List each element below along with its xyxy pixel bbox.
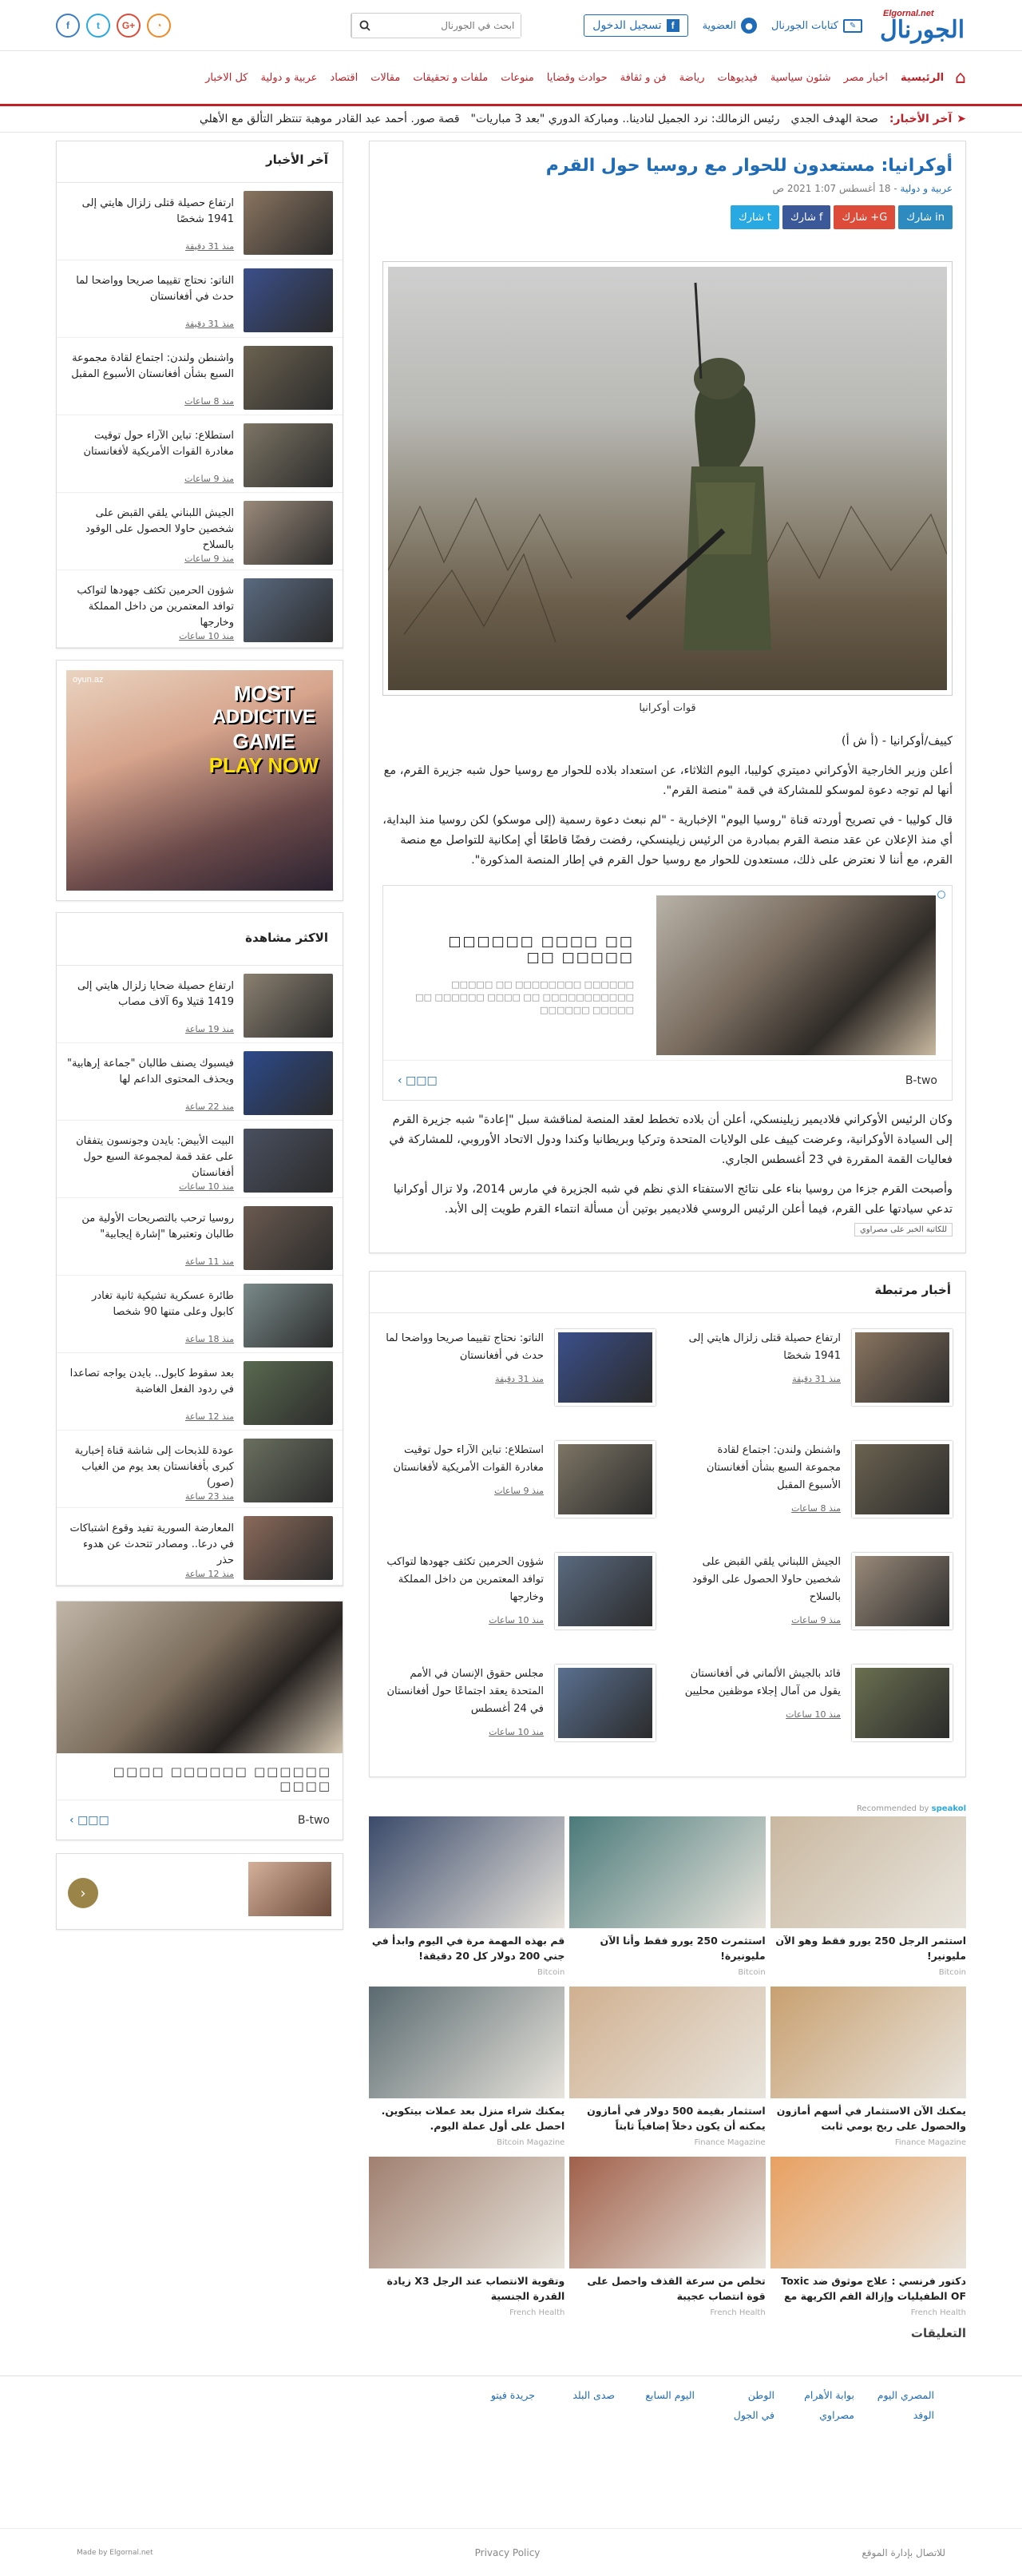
news-time: منذ 31 دقيقة [495, 1374, 544, 1384]
footer-link[interactable]: المصري اليوم [877, 2389, 934, 2401]
ad-domain: oyun.az [73, 675, 104, 685]
ad2-image [57, 1602, 343, 1753]
recommended-brand: speakol [931, 1804, 966, 1813]
news-time: منذ 19 ساعة [184, 1024, 234, 1034]
ad-cta[interactable]: PLAY NOW [208, 753, 319, 777]
nav-item-home[interactable]: الرئيسية [901, 71, 945, 84]
footer-link[interactable]: بوابة الأهرام [804, 2389, 854, 2401]
recommended-source: French Health [509, 2308, 565, 2317]
recommended-card[interactable] [369, 1987, 564, 2147]
side-advertisement[interactable] [56, 660, 343, 901]
share-twitter-button[interactable] [731, 205, 779, 229]
news-text [66, 346, 234, 407]
news-title[interactable]: استطلاع: تباين الآراء حول توقيت مغادرة القوات الأمريكية لأفغانستان [393, 1444, 544, 1474]
share-facebook-button[interactable] [782, 205, 830, 229]
nav-item[interactable]: اخبار مصر [843, 71, 888, 84]
footer-credit: Made by Elgornal.net [77, 2548, 153, 2557]
image-caption: قوات أوكرانيا [639, 702, 696, 714]
news-time: منذ 31 دقيقة [185, 241, 234, 252]
news-thumbnail[interactable] [244, 423, 333, 487]
recommended-card[interactable] [770, 1987, 966, 2147]
ad-info-icon[interactable] [937, 891, 945, 899]
recommended-image[interactable] [770, 1816, 966, 1928]
article-title: أوكرانيا: مستعدون للحوار مع روسيا حول القرم [545, 156, 953, 176]
news-text [66, 1129, 234, 1192]
news-thumbnail[interactable] [244, 191, 333, 255]
news-item[interactable] [57, 338, 343, 415]
news-text [66, 423, 234, 484]
news-item[interactable] [57, 1276, 343, 1353]
membership-link[interactable] [703, 18, 757, 34]
footer-link[interactable]: الوفد [913, 2409, 934, 2421]
news-thumbnail[interactable] [244, 1206, 333, 1270]
news-title[interactable]: شؤون الحرمين تكثف جهودها لتواكب توافد المعتمرين من داخل المملكة وخارجها [386, 1556, 544, 1603]
news-thumbnail[interactable] [244, 1129, 333, 1193]
recommended-label [369, 1804, 966, 1813]
recommended-source: French Health [710, 2308, 766, 2317]
news-text [66, 1361, 234, 1422]
share-linkedin-button[interactable] [898, 205, 953, 229]
game-ad [66, 670, 333, 891]
news-item[interactable] [57, 1121, 343, 1198]
social-links [56, 14, 171, 38]
news-text [679, 1329, 841, 1433]
logo-en: Elgornal.net [883, 9, 934, 18]
footer-link[interactable]: اليوم السابع [645, 2389, 695, 2401]
facebook-login-button[interactable] [584, 14, 687, 37]
ad3-arrow-icon[interactable]: ‹ [68, 1878, 98, 1908]
news-time: منذ 23 ساعة [184, 1491, 234, 1502]
news-title[interactable]: البيت الأبيض: بايدن وجونسون يتفقان على عقد قمة لمجموعة السبع حول أفغانستان [76, 1135, 234, 1179]
news-text [382, 1665, 544, 1768]
news-text [382, 1553, 544, 1657]
membership-label: العضوية [702, 19, 736, 32]
related-item[interactable] [382, 1321, 656, 1433]
writers-label: كتابات الجورنال [770, 19, 838, 32]
article-meta [382, 183, 953, 194]
news-title[interactable]: فيسبوك يصنف طالبان "جماعة إرهابية" ويحذف المحتوى الداعم لها [66, 1058, 234, 1086]
related-item[interactable] [382, 1545, 656, 1657]
recommended-title[interactable]: دكتور فرنسي : علاج موثوق ضد Toxic OF الطفيليات وإزالة الفم الكريهة مع [781, 2275, 966, 2302]
recommended-card[interactable] [770, 2157, 966, 2317]
most-viewed-list [57, 966, 343, 1586]
news-thumbnail[interactable] [244, 1439, 333, 1502]
recommended-title[interactable]: يمكنك الآن الاستثمار في أسهم أمازون والحصول على ربح يومي ثابت [776, 2105, 966, 2132]
ad-line: ADDICTIVE [212, 706, 316, 728]
news-time: منذ 10 ساعات [489, 1727, 544, 1737]
twitter-social-icon[interactable]: t [86, 14, 110, 38]
ad-line: MOST [233, 681, 294, 705]
recommended-image[interactable] [369, 1987, 564, 2098]
news-title[interactable]: الناتو: نحتاج تقييما صريحا وواضحا لما حدث في أفغانستان [386, 1332, 544, 1362]
side-advertisement-2[interactable] [56, 1601, 343, 1840]
recommended-card[interactable] [369, 1816, 564, 1977]
user-icon: ● [741, 18, 757, 34]
nav-item[interactable]: حوادث وقضايا [546, 71, 608, 84]
news-time: منذ 10 ساعات [786, 1709, 841, 1720]
footer-link[interactable]: الوطن [747, 2389, 774, 2401]
nav-item[interactable]: منوعات [501, 71, 534, 84]
recommended-card[interactable] [569, 1816, 765, 1977]
recommended-image[interactable] [569, 1987, 765, 2098]
facebook-icon: f [667, 19, 679, 32]
footer-link[interactable]: في الجول [733, 2409, 774, 2421]
ad-brand: B-two [905, 1074, 937, 1087]
news-item[interactable] [57, 1198, 343, 1276]
nav-item[interactable]: شئون سياسية [770, 71, 831, 84]
recommended-card[interactable] [369, 2157, 564, 2317]
news-item[interactable] [57, 1353, 343, 1431]
news-time: منذ 18 ساعة [184, 1334, 234, 1344]
news-thumbnail[interactable] [852, 1441, 953, 1518]
news-time: منذ 9 ساعات [791, 1615, 841, 1625]
sidebar [56, 141, 343, 1930]
related-item[interactable] [679, 1657, 953, 1768]
footer-contact[interactable]: للاتصال بإدارة الموقع [862, 2546, 945, 2558]
top-header [0, 0, 1022, 51]
news-thumbnail[interactable] [244, 974, 333, 1038]
news-time: منذ 31 دقيقة [792, 1374, 841, 1384]
related-item[interactable] [679, 1545, 953, 1657]
footer-link[interactable]: جريدة فيتو [490, 2389, 535, 2401]
news-thumbnail[interactable] [244, 1284, 333, 1348]
writers-link[interactable] [771, 19, 862, 33]
recommended-source: French Health [910, 2308, 966, 2317]
news-thumbnail[interactable] [244, 1051, 333, 1115]
news-time: منذ 9 ساعات [184, 474, 234, 484]
footer-link[interactable]: صدى البلد [572, 2389, 615, 2401]
news-time: منذ 10 ساعات [489, 1615, 544, 1625]
rss-social-icon[interactable]: ◔ [147, 14, 171, 38]
nav-item[interactable]: مقالات [370, 71, 401, 84]
main-nav [0, 51, 1022, 104]
privacy-link[interactable]: Privacy Policy [474, 2546, 541, 2558]
news-title[interactable]: قائد بالجيش الألماني في أفغانستان يقول من آمال إجلاء موظفين محليين [684, 1668, 841, 1697]
news-text [66, 974, 234, 1034]
recommended-card[interactable] [569, 1987, 765, 2147]
recommended-source: Bitcoin [537, 1968, 565, 1977]
ad2-more-label: □□□ [77, 1813, 109, 1827]
most-viewed [56, 912, 343, 1586]
share-buttons [382, 205, 953, 229]
ad2-brand: B-two [297, 1813, 330, 1827]
recommended-title[interactable]: استثمر الرجل 250 يورو فقط وهو الآن مليونير! [775, 1935, 966, 1962]
recommended-source: Bitcoin Magazine [497, 2138, 565, 2147]
news-title[interactable]: بعد سقوط كابول.. بايدن يواجه تصاعدا في ردود الفعل الغاضبة [69, 1367, 234, 1395]
news-item[interactable] [57, 1043, 343, 1121]
facebook-icon: f [818, 211, 823, 224]
side-advertisement-3[interactable] [56, 1853, 343, 1930]
article [369, 141, 966, 1253]
search-icon [359, 20, 370, 31]
nav-item[interactable]: ملفات و تحقيقات [413, 71, 489, 84]
news-time: منذ 11 ساعة [184, 1256, 234, 1267]
footer-spacer [375, 2389, 455, 2401]
nav-item[interactable]: فن و ثقافة [620, 71, 667, 84]
related-item[interactable] [679, 1321, 953, 1433]
news-title[interactable]: روسيا ترحب بالتصريحات الأولية من طالبان وتعتبرها "إشارة إيجابية" [81, 1213, 234, 1240]
news-time: منذ 22 ساعة [184, 1101, 234, 1112]
news-thumbnail[interactable] [244, 268, 333, 332]
most-viewed-title: الاكثر مشاهدة [57, 913, 343, 966]
article-paragraph: وأصبحت القرم جزءا من روسيا بناء على نتائج الاستفتاء الذي نظم في شبه الجزيرة في مارس 2014، ولا تزال أوكرانيا تدعي سيادتها على القرم، فيما أعلن الرئيس الروسي فلاديمير بوتين أن مسألة انتماء القرم طويت إلى الأبد. [393, 1183, 953, 1216]
news-title[interactable]: واشنطن ولندن: اجتماع لقادة مجموعة السبع بشأن أفغانستان الأسبوع المقبل [706, 1444, 841, 1491]
ad2-footer [57, 1800, 343, 1840]
share-google-button[interactable] [834, 205, 895, 229]
news-item[interactable] [57, 260, 343, 338]
news-text [66, 191, 234, 252]
main-column [369, 141, 966, 2317]
latest-title: آخر الأخبار [57, 141, 343, 183]
news-title[interactable]: واشنطن ولندن: اجتماع لقادة مجموعة السبع بشأن أفغانستان الأسبوع المقبل [71, 352, 234, 380]
related-grid [370, 1313, 965, 1776]
related-item[interactable] [382, 1433, 656, 1545]
news-text [679, 1441, 841, 1545]
news-text [66, 1516, 234, 1577]
article-paragraph: قال كوليبا - في تصريح أوردته قناة "روسيا اليوم" الإخبارية - "لم نبعث دعوة رسمية (إلى موسكو) لكن روسيا منذ البداية، أي منذ الإعلان عن عقد منصة القرم بمبادرة من الرئيس زيلينسكي، رفضت رفضًا قاطعًا أي إمكانية للتواصل مع منصة القرم، مع أننا لا نعترض على ذلك، مستعدون للحوار مع روسيا حول القرم في إطار المنصة المذكورة". [382, 814, 953, 867]
news-time: منذ 9 ساعات [494, 1486, 544, 1496]
google-plus-social-icon[interactable]: G+ [117, 14, 141, 38]
recommended-source: Finance Magazine [694, 2138, 766, 2147]
linkedin-icon: in [935, 211, 945, 224]
ad-footer [383, 1060, 952, 1100]
recommended-source: Bitcoin [738, 1968, 766, 1977]
news-text [679, 1665, 841, 1768]
news-thumbnail[interactable] [244, 346, 333, 410]
facebook-social-icon[interactable]: f [56, 14, 80, 38]
article-category[interactable]: عربية و دولية [900, 183, 953, 194]
share-label: شارك [790, 211, 816, 224]
news-text [382, 1329, 544, 1433]
nav-item[interactable]: رياضة [679, 71, 705, 84]
inline-advertisement[interactable] [382, 885, 953, 1101]
news-item[interactable] [57, 1508, 343, 1586]
news-text [66, 1439, 234, 1502]
news-text [66, 1206, 234, 1267]
article-paragraph: أعلن وزير الخارجية الأوكراني دميتري كوليبا، اليوم الثلاثاء، عن استعداد بلاده للحوار مع روسيا حول شبه جزيرة القرم، مع أنها لم توجه دعوة لموسكو للمشاركة في قمة "منصة القرم". [383, 764, 953, 797]
news-thumbnail[interactable] [852, 1553, 953, 1629]
recommended-title[interactable]: قم بهذه المهمة مرة في اليوم وابدأ في جني 200 دولار كل 20 دقيقة! [371, 1935, 565, 1962]
ad-body: □□□□□□ □□□□□□□□ □□ □□□□□ □□□□□□□□□□□ □□ □□□□ □□□□□□ □□ □□□□□ □□□□□□ [415, 979, 634, 1015]
recommended-title[interactable]: يمكنك شراء منزل بعد عملات بيتكوين. احصل على أول عملة اليوم. [381, 2105, 565, 2132]
news-item[interactable] [57, 493, 343, 570]
news-thumbnail[interactable] [555, 1329, 656, 1406]
news-text [66, 578, 234, 639]
news-text [679, 1553, 841, 1657]
news-time: منذ 9 ساعات [184, 554, 234, 564]
recommended-image[interactable] [369, 2157, 564, 2268]
share-label: شارك [739, 211, 764, 224]
news-item[interactable] [57, 183, 343, 260]
article-source: كييف/أوكرانيا - (أ ش أ) [841, 735, 953, 748]
ticker-item[interactable]: صحة الهدف الجدي [790, 113, 878, 125]
news-thumbnail[interactable] [244, 1516, 333, 1580]
ad-text [394, 934, 634, 1017]
writers-icon: ✎ [843, 19, 862, 33]
footer-bottom [0, 2528, 1022, 2576]
ticker-label [889, 113, 966, 125]
ticker-item[interactable]: قصة صور. أحمد عبد القادر موهبة تنتظر التألق مع الأهلي [199, 113, 460, 125]
news-text [382, 1441, 544, 1545]
news-title[interactable]: مجلس حقوق الإنسان في الأمم المتحدة يعقد اجتماعًا حول أفغانستان في 24 أغسطس [386, 1668, 544, 1715]
recommended-title[interactable]: استثمرت 250 يورو فقط وأنا الآن مليونيرة! [600, 1935, 766, 1962]
recommended-source: Bitcoin [938, 1968, 966, 1977]
top-links [171, 13, 862, 38]
nav-item[interactable]: كل الاخبار [205, 71, 248, 84]
article-image [388, 267, 947, 690]
related-title: أخبار مرتبطة [370, 1272, 965, 1313]
soldier-illustration [388, 267, 947, 690]
ad3-image [248, 1862, 331, 1916]
ad-more-label: □□□ [406, 1074, 438, 1087]
recommended-image[interactable] [569, 1816, 765, 1928]
nav-item[interactable]: عربية و دولية [260, 71, 318, 84]
news-title[interactable]: الجيش اللبناني يلقي القبض على شخصين حاولا الحصول على الوقود بالسلاح [692, 1556, 841, 1603]
news-text [66, 1284, 234, 1344]
news-text [66, 501, 234, 562]
search-input[interactable] [377, 14, 521, 38]
ticker-item[interactable]: رئيس الزمالك: نرد الجميل لنادينا.. ومباركة الدوري "بعد 3 مباريات" [470, 113, 780, 125]
nav-item[interactable]: اقتصاد [330, 71, 358, 84]
recommended-title[interactable]: وتقوية الانتصاب عند الرجل X3 زيادة القدرة الجنسية [386, 2275, 565, 2302]
login-label: تسجيل الدخول [592, 19, 662, 32]
ad-more-link[interactable] [398, 1074, 438, 1087]
home-icon[interactable]: ⌂ [955, 67, 966, 88]
recommended-image[interactable] [770, 1987, 966, 2098]
recommended-title[interactable]: استثمار بقيمة 500 دولار في أمازون يمكنه أن يكون دخلاً إضافياً ثابتاً [587, 2105, 766, 2132]
article-image-frame [382, 261, 953, 696]
chevron-right-icon: › [398, 1074, 402, 1087]
news-title[interactable]: المعارضة السورية تفيد وقوع اشتباكات في درعا.. ومصادر تتحدث عن هدوء حذر [69, 1522, 234, 1566]
send-icon: ➤ [957, 113, 966, 125]
site-logo[interactable] [878, 9, 966, 42]
article-tag[interactable]: للكاتبة الخبر على مصراوي [854, 1223, 953, 1236]
news-ticker [0, 104, 1022, 133]
ad2-text: □□□□□□ □□□□□□ □□□□ □□□□ [113, 1764, 331, 1793]
footer-links [375, 2389, 934, 2421]
news-thumbnail[interactable] [555, 1665, 656, 1741]
related-item[interactable] [382, 1657, 656, 1768]
recommended-grid [369, 1816, 966, 2317]
news-time: منذ 10 ساعات [179, 631, 234, 641]
footer-link[interactable]: مصراوي [819, 2409, 854, 2421]
latest-news [56, 141, 343, 649]
news-item[interactable] [57, 1431, 343, 1508]
recommended-image[interactable] [770, 2157, 966, 2268]
news-item[interactable] [57, 570, 343, 648]
news-thumbnail[interactable] [244, 1361, 333, 1425]
news-thumbnail[interactable] [244, 501, 333, 565]
recommended-card[interactable] [770, 1816, 966, 1977]
news-time: منذ 8 ساعات [791, 1503, 841, 1514]
article-date: - 18 أغسطس 1:07 2021 ص [772, 183, 897, 194]
recommended-image[interactable] [369, 1816, 564, 1928]
ad-headline: □□ □□□□ □□□□□□ □□□□□ □□ [448, 934, 634, 966]
news-item[interactable] [57, 966, 343, 1043]
ad-line: GAME [232, 729, 295, 753]
news-thumbnail[interactable] [555, 1441, 656, 1518]
ticker-label-text: آخر الأخبار: [889, 113, 953, 125]
news-thumbnail[interactable] [244, 578, 333, 642]
news-title[interactable]: الجيش اللبناني يلقي القبض على شخصين حاولا الحصول على الوقود بالسلاح [85, 507, 234, 551]
related-news [369, 1271, 966, 1777]
recommended-source: Finance Magazine [894, 2138, 966, 2147]
article-paragraph: وكان الرئيس الأوكراني فلاديمير زيلينسكي، أعلن أن بلاده تخطط لعقد المنصة لمناقشة سبل "إعادة" شبه جزيرة القرم إلى السيادة الأوكرانية، وعرضت كييف على الولايات المتحدة وتركيا وبريطانيا وكندا ودول الاتحاد الأوروبي، للمشاركة في فعاليات القمة المقررة في 23 أغسطس الجاري. [389, 1113, 953, 1166]
news-thumbnail[interactable] [555, 1553, 656, 1629]
footer [0, 2376, 1022, 2576]
news-title[interactable]: عودة للذبحات إلى شاشة قناة إخبارية كبرى بأفغانستان بعد يوم من الغياب (صور) [74, 1445, 234, 1489]
ad-image [656, 895, 936, 1055]
news-title[interactable]: طائرة عسكرية تشيكية ثانية تغادر كابول وعلى متنها 90 شخصا [92, 1290, 234, 1318]
related-item[interactable] [679, 1433, 953, 1545]
news-title[interactable]: شؤون الحرمين تكثف جهودها لتواكب توافد المعتمرين من داخل المملكة وخارجها [77, 585, 234, 629]
ad-copy [209, 681, 319, 777]
news-time: منذ 12 ساعة [184, 1569, 234, 1579]
news-thumbnail[interactable] [852, 1329, 953, 1406]
recommended-image[interactable] [569, 2157, 765, 2268]
latest-list [57, 183, 343, 648]
news-title[interactable]: ارتفاع حصيلة ضحايا زلزال هايتي إلى 1419 قتيلا و6 آلاف مصاب [77, 980, 234, 1008]
nav-item[interactable]: فيديوهات [717, 71, 758, 84]
news-title[interactable]: استطلاع: تباين الآراء حول توقيت مغادرة القوات الأمريكية لأفغانستان [83, 430, 234, 458]
search-button[interactable] [351, 14, 377, 38]
recommended-title[interactable]: تخلص من سرعة القذف واحصل على قوة انتصاب عجيبة [587, 2275, 766, 2302]
news-time: منذ 31 دقيقة [185, 319, 234, 329]
google-plus-icon: G+ [870, 211, 888, 224]
news-text [66, 268, 234, 329]
news-item[interactable] [57, 415, 343, 493]
recommended-card[interactable] [569, 2157, 765, 2317]
recommended-by: Recommended by [856, 1804, 929, 1813]
news-time: منذ 12 ساعة [184, 1411, 234, 1422]
ad2-more-link[interactable]: □□□ › [69, 1813, 109, 1827]
news-title[interactable]: ارتفاع حصيلة قتلى زلزال هايتي إلى 1941 شخصًا [81, 197, 234, 225]
news-time: منذ 10 ساعات [179, 1181, 234, 1192]
twitter-icon: t [766, 211, 771, 224]
news-time: منذ 8 ساعات [184, 396, 234, 407]
news-text [66, 1051, 234, 1112]
share-label: شارك [842, 211, 868, 224]
news-title[interactable]: الناتو: نحتاج تقييما صريحا وواضحا لما حدث في أفغانستان [76, 275, 234, 303]
search-box [351, 13, 521, 38]
news-title[interactable]: ارتفاع حصيلة قتلى زلزال هايتي إلى 1941 شخصًا [688, 1332, 841, 1362]
share-label: شارك [906, 211, 933, 224]
comments-title: التعليقات [910, 2326, 966, 2340]
news-thumbnail[interactable] [852, 1665, 953, 1741]
logo-ar: الجورنال [879, 16, 965, 44]
